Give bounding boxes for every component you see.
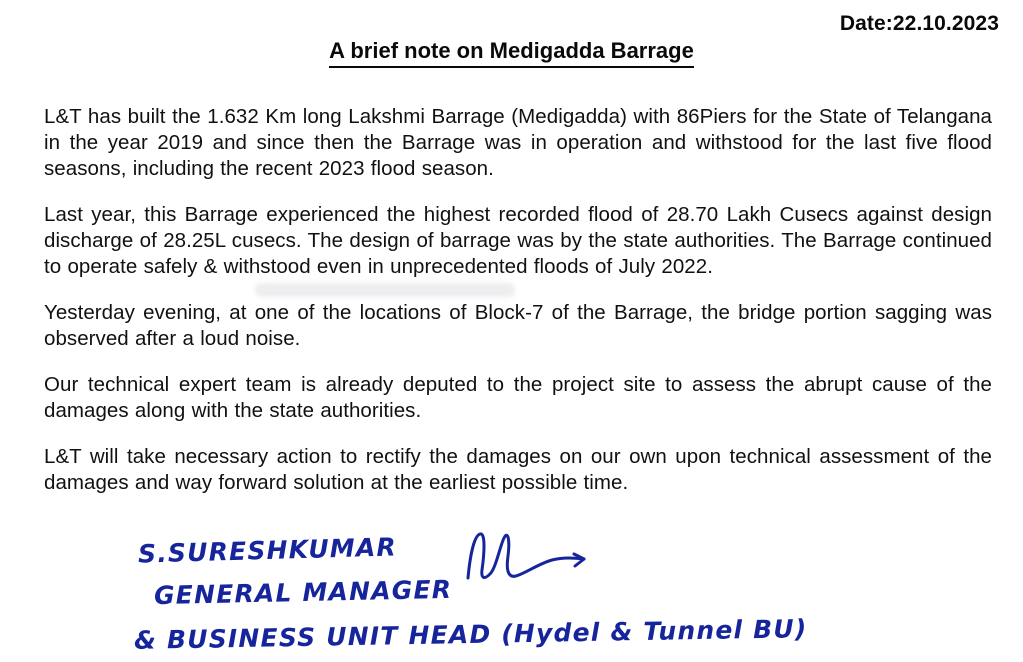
handwritten-signature-icon: [460, 526, 600, 586]
paragraph-1: L&T has built the 1.632 Km long Lakshmi Barrage (Medigadda) with 86Piers for the State of Telangana in the year 2019 and since then the Barrage was in operation and withstood for the last five flood seasons, including the recent 2023 flood season.: [44, 105, 992, 180]
signature-role-line-2: & BUSINESS UNIT HEAD (Hydel & Tunnel BU): [133, 614, 808, 655]
document-body: [44, 104, 992, 496]
signature-role-line-1: GENERAL MANAGER: [153, 574, 453, 611]
signature-name: S.SURESHKUMAR: [137, 532, 398, 569]
paragraph-5: L&T will take necessary action to rectify the damages on our own upon technical assessment of the damages and way forward solution at the earliest possible time.: [44, 445, 992, 494]
paragraph-4: Our technical expert team is already deputed to the project site to assess the abrupt cause of the damages along with the state authorities.: [44, 373, 992, 422]
document-date: Date:22.10.2023: [839, 12, 999, 35]
document-title-text: A brief note on Medigadda Barrage: [329, 38, 694, 68]
signature-block: [120, 520, 1020, 660]
paragraph-2: Last year, this Barrage experienced the highest recorded flood of 28.70 Lakh Cusecs against design discharge of 28.25L cusecs. The design of barrage was by the state authorities. The Barrage continued to operate safely & withstood even in unprecedented floods of July 2022.: [44, 203, 992, 278]
document-title: [0, 38, 1023, 68]
paragraph-3: Yesterday evening, at one of the locations of Block-7 of the Barrage, the bridge portion sagging was observed after a loud noise.: [44, 301, 992, 350]
